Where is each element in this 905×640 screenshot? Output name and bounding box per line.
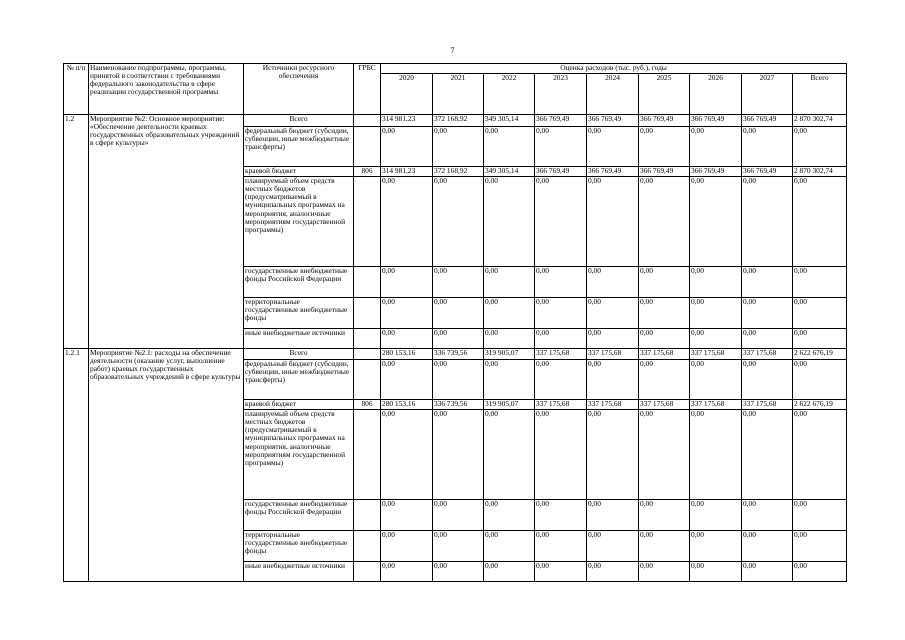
funding-source: государственные внебюджетные фонды Российской Федерации: [244, 267, 354, 298]
year-header: 2022: [484, 74, 535, 115]
funding-source: планируемый объем средств местных бюджетов (предусматриваемый в муниципальных программах на мероприятия, аналогичные мероприятиям государственной программы): [244, 177, 354, 267]
grbs-code: [354, 115, 381, 127]
grbs-column-header: ГРБС: [354, 64, 381, 115]
amount-cell: 0,00: [742, 562, 793, 582]
amount-cell: 0,00: [484, 562, 535, 582]
year-header: 2026: [690, 74, 742, 115]
amount-cell: 2 622 676,19: [793, 400, 847, 410]
amount-cell: 0,00: [742, 267, 793, 298]
amount-cell: 319 905,07: [484, 400, 535, 410]
grbs-code: [354, 410, 381, 500]
grbs-code: [354, 531, 381, 562]
funding-source: территориальные государственные внебюджетные фонды: [244, 298, 354, 329]
amount-cell: 0,00: [587, 127, 639, 167]
amount-cell: 336 739,56: [433, 400, 484, 410]
year-header: Всего: [793, 74, 847, 115]
amount-cell: 372 168,92: [433, 167, 484, 177]
funding-source: территориальные государственные внебюджетные фонды: [244, 531, 354, 562]
funding-source: планируемый объем средств местных бюджетов (предусматриваемый в муниципальных программах на мероприятия, аналогичные мероприятиям государственной программы): [244, 410, 354, 500]
item-number: 1.2: [64, 115, 89, 349]
amount-cell: 0,00: [484, 267, 535, 298]
amount-cell: 0,00: [381, 531, 433, 562]
source-column-header: Источники ресурсного обеспечения: [244, 64, 354, 115]
amount-cell: 0,00: [587, 500, 639, 531]
amount-cell: 0,00: [639, 410, 690, 500]
amount-cell: 0,00: [484, 298, 535, 329]
amount-cell: 0,00: [587, 298, 639, 329]
amount-cell: 0,00: [433, 267, 484, 298]
amount-cell: 0,00: [381, 177, 433, 267]
grbs-code: [354, 360, 381, 400]
amount-cell: 0,00: [535, 177, 587, 267]
amount-cell: 0,00: [793, 500, 847, 531]
amount-cell: 0,00: [639, 177, 690, 267]
grbs-code: [354, 349, 381, 360]
amount-cell: 0,00: [535, 298, 587, 329]
year-header: 2021: [433, 74, 484, 115]
grbs-code: 806: [354, 167, 381, 177]
amount-cell: 366 769,49: [535, 167, 587, 177]
amount-cell: 0,00: [793, 298, 847, 329]
amount-cell: 0,00: [381, 562, 433, 582]
amount-cell: 0,00: [381, 127, 433, 167]
year-header: 2027: [742, 74, 793, 115]
amount-cell: 0,00: [535, 531, 587, 562]
amount-cell: 0,00: [484, 329, 535, 349]
year-header: 2024: [587, 74, 639, 115]
amount-cell: 2 870 302,74: [793, 115, 847, 127]
amount-cell: 0,00: [793, 410, 847, 500]
funding-source: федеральный бюджет (субсидии, субвенции, иные межбюджетные трансферты): [244, 127, 354, 167]
num-column-header: № п/п: [64, 64, 89, 115]
year-header: 2020: [381, 74, 433, 115]
amount-cell: 337 175,68: [742, 400, 793, 410]
amount-cell: 314 981,23: [381, 167, 433, 177]
amount-cell: 0,00: [484, 410, 535, 500]
amount-cell: 0,00: [639, 500, 690, 531]
amount-cell: 0,00: [484, 360, 535, 400]
amount-cell: 0,00: [690, 267, 742, 298]
amount-cell: 0,00: [433, 177, 484, 267]
amount-cell: 0,00: [639, 531, 690, 562]
amount-cell: 0,00: [793, 267, 847, 298]
amount-cell: 0,00: [793, 531, 847, 562]
amount-cell: 0,00: [433, 562, 484, 582]
funding-source: Всего: [244, 115, 354, 127]
funding-source: федеральный бюджет (субсидии, субвенции, иные межбюджетные трансферты): [244, 360, 354, 400]
amount-cell: 0,00: [690, 298, 742, 329]
amount-cell: 0,00: [587, 562, 639, 582]
amount-cell: 0,00: [690, 177, 742, 267]
estimate-header: Оценка расходов (тыс. руб.), годы: [381, 64, 847, 74]
amount-cell: 0,00: [381, 410, 433, 500]
amount-cell: 366 769,49: [690, 167, 742, 177]
amount-cell: 0,00: [484, 531, 535, 562]
amount-cell: 337 175,68: [587, 400, 639, 410]
funding-source: иные внебюджетные источники: [244, 562, 354, 582]
amount-cell: 0,00: [793, 127, 847, 167]
amount-cell: 280 153,16: [381, 400, 433, 410]
expense-table: [63, 63, 847, 582]
amount-cell: 0,00: [484, 127, 535, 167]
funding-source: краевой бюджет: [244, 167, 354, 177]
amount-cell: 0,00: [535, 329, 587, 349]
amount-cell: 0,00: [433, 531, 484, 562]
amount-cell: 366 769,49: [690, 115, 742, 127]
amount-cell: 366 769,49: [639, 167, 690, 177]
funding-source: государственные внебюджетные фонды Российской Федерации: [244, 500, 354, 531]
amount-cell: 337 175,68: [535, 400, 587, 410]
amount-cell: 0,00: [690, 127, 742, 167]
table-row: [64, 349, 847, 360]
amount-cell: 0,00: [535, 360, 587, 400]
amount-cell: 366 769,49: [535, 115, 587, 127]
amount-cell: 366 769,49: [587, 115, 639, 127]
amount-cell: 0,00: [484, 177, 535, 267]
amount-cell: 0,00: [535, 127, 587, 167]
year-header: 2025: [639, 74, 690, 115]
amount-cell: 0,00: [433, 127, 484, 167]
amount-cell: 0,00: [535, 500, 587, 531]
amount-cell: 0,00: [639, 267, 690, 298]
amount-cell: 0,00: [742, 500, 793, 531]
amount-cell: 337 175,68: [690, 400, 742, 410]
page-number: 7: [450, 46, 455, 55]
amount-cell: 0,00: [587, 267, 639, 298]
item-number: 1.2.1: [64, 349, 89, 582]
amount-cell: 0,00: [742, 531, 793, 562]
funding-source: иные внебюджетные источники: [244, 329, 354, 349]
grbs-code: 806: [354, 400, 381, 410]
amount-cell: 0,00: [639, 127, 690, 167]
amount-cell: 280 153,16: [381, 349, 433, 360]
amount-cell: 0,00: [793, 562, 847, 582]
amount-cell: 0,00: [433, 410, 484, 500]
amount-cell: 0,00: [690, 410, 742, 500]
amount-cell: 337 175,68: [690, 349, 742, 360]
amount-cell: 0,00: [433, 298, 484, 329]
amount-cell: 349 305,14: [484, 167, 535, 177]
funding-source: краевой бюджет: [244, 400, 354, 410]
amount-cell: 0,00: [742, 127, 793, 167]
grbs-code: [354, 298, 381, 329]
grbs-code: [354, 267, 381, 298]
amount-cell: 0,00: [381, 267, 433, 298]
grbs-code: [354, 562, 381, 582]
amount-cell: 0,00: [690, 329, 742, 349]
amount-cell: 2 870 302,74: [793, 167, 847, 177]
amount-cell: 0,00: [793, 329, 847, 349]
amount-cell: 366 769,49: [742, 115, 793, 127]
amount-cell: 314 981,23: [381, 115, 433, 127]
amount-cell: 349 305,14: [484, 115, 535, 127]
amount-cell: 366 769,49: [639, 115, 690, 127]
amount-cell: 0,00: [690, 360, 742, 400]
grbs-code: [354, 500, 381, 531]
funding-source: Всего: [244, 349, 354, 360]
amount-cell: 0,00: [433, 500, 484, 531]
amount-cell: 0,00: [742, 329, 793, 349]
amount-cell: 0,00: [793, 177, 847, 267]
amount-cell: 0,00: [793, 360, 847, 400]
amount-cell: 0,00: [381, 298, 433, 329]
amount-cell: 0,00: [587, 177, 639, 267]
amount-cell: 0,00: [381, 360, 433, 400]
amount-cell: 0,00: [535, 267, 587, 298]
amount-cell: 337 175,68: [535, 349, 587, 360]
amount-cell: 0,00: [639, 298, 690, 329]
amount-cell: 0,00: [639, 360, 690, 400]
item-name: Мероприятие №2.1: расходы на обеспечение деятельности (оказание услуг, выполнение работ) краевых государственных образовательных учреждений в сфере культуры: [89, 349, 244, 582]
amount-cell: 0,00: [484, 500, 535, 531]
amount-cell: 0,00: [742, 360, 793, 400]
name-column-header: Наименование подпрограммы, программы, принятой в соответствии с требованиями федерального законодательства в сфере реализации государственной программы: [89, 64, 244, 115]
amount-cell: 0,00: [742, 177, 793, 267]
amount-cell: 337 175,68: [742, 349, 793, 360]
amount-cell: 0,00: [587, 410, 639, 500]
amount-cell: 0,00: [639, 562, 690, 582]
amount-cell: 0,00: [381, 500, 433, 531]
amount-cell: 337 175,68: [639, 349, 690, 360]
amount-cell: 0,00: [535, 562, 587, 582]
amount-cell: 0,00: [742, 410, 793, 500]
amount-cell: 0,00: [587, 360, 639, 400]
table-row: [64, 115, 847, 127]
amount-cell: 337 175,68: [639, 400, 690, 410]
amount-cell: 337 175,68: [587, 349, 639, 360]
amount-cell: 0,00: [433, 360, 484, 400]
grbs-code: [354, 127, 381, 167]
amount-cell: 0,00: [639, 329, 690, 349]
amount-cell: 0,00: [690, 562, 742, 582]
amount-cell: 366 769,49: [587, 167, 639, 177]
amount-cell: 0,00: [587, 329, 639, 349]
amount-cell: 366 769,49: [742, 167, 793, 177]
amount-cell: 319 905,07: [484, 349, 535, 360]
grbs-code: [354, 329, 381, 349]
amount-cell: 0,00: [690, 500, 742, 531]
amount-cell: 336 739,56: [433, 349, 484, 360]
year-header: 2023: [535, 74, 587, 115]
item-name: Мероприятие №2: Основное мероприятие: «Обеспечение деятельности краевых государственных образовательных учреждений в сфере культуры»: [89, 115, 244, 349]
amount-cell: 2 622 676,19: [793, 349, 847, 360]
amount-cell: 0,00: [690, 531, 742, 562]
amount-cell: 0,00: [433, 329, 484, 349]
amount-cell: 0,00: [587, 531, 639, 562]
amount-cell: 0,00: [381, 329, 433, 349]
amount-cell: 0,00: [742, 298, 793, 329]
grbs-code: [354, 177, 381, 267]
amount-cell: 372 168,92: [433, 115, 484, 127]
amount-cell: 0,00: [535, 410, 587, 500]
